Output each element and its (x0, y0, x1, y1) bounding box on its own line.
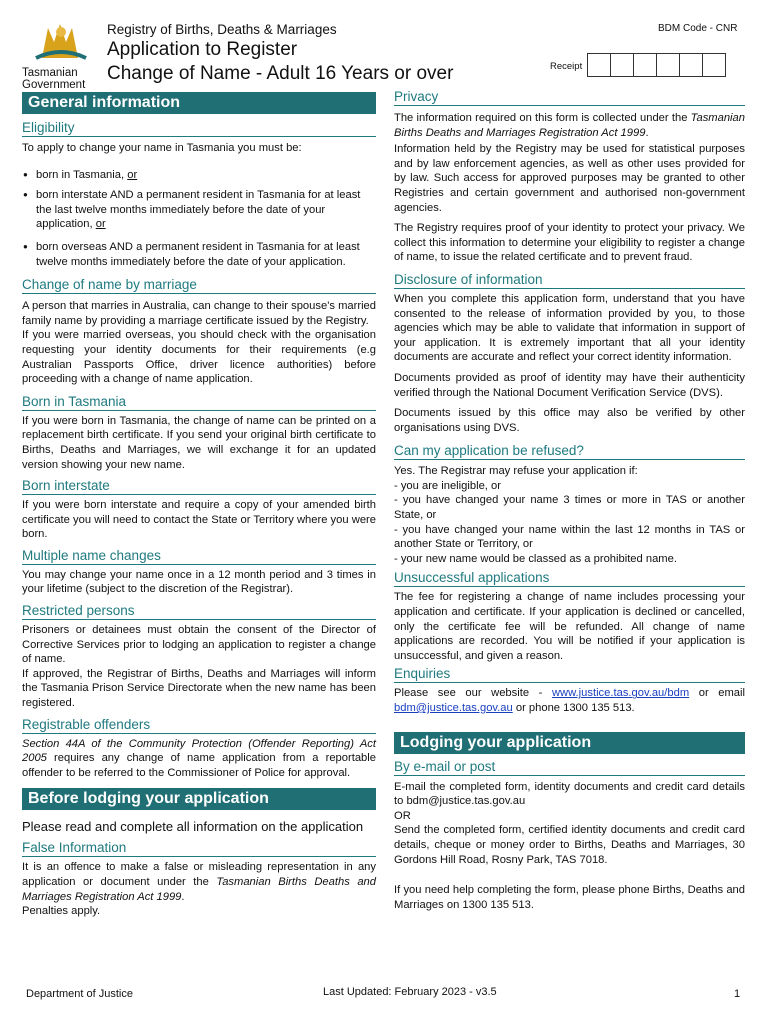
enquiries-p (394, 686, 745, 715)
false-info-end: . (181, 890, 185, 903)
eligibility-intro: To apply to change your name in Tasmania you must be: (22, 142, 302, 154)
list-item (22, 168, 376, 183)
multiple-p: You may change your name once in a 12 month period and 3 times in your lifetime (subject to the discretion of the Registrar). (22, 568, 376, 596)
or-separator: OR (394, 809, 411, 822)
section-general-information: General information (22, 92, 376, 114)
marriage-p2: If you were married overseas, you should check with the organisation requesting your identity documents for their requirements (e.g Australian Passports Office, driver licence authorities) before proceeding with a change of name application. (22, 329, 376, 386)
privacy-p1-end: . (645, 126, 649, 139)
footer-updated: Last Updated: February 2023 - v3.5 (323, 986, 497, 998)
heading-disclosure: Disclosure of information (394, 272, 745, 289)
heading-multiple-name-changes: Multiple name changes (22, 548, 376, 565)
heading-can-be-refused: Can my application be refused? (394, 443, 745, 460)
refused-item-4: - your new name would be classed as a prohibited name. (394, 552, 677, 565)
privacy-p3: The Registry requires proof of your identity to protect your privacy. We collect this information to determine your eligibility to register a change of name, to issue the related certificate and to prevent fraud. (394, 222, 745, 264)
list-item (22, 188, 376, 232)
born-tasmania-p: If you were born in Tasmania, the change of name can be printed on a replacement birth certificate. If you send your original birth certificate to Births, Deaths and Marriages, we will exchange it for an updated version showing your new name. (22, 414, 376, 471)
section-lodging: Lodging your application (394, 732, 745, 754)
refused-item-3: - you have changed your name within the last 12 months in TAS or another State or Territory, or (394, 523, 745, 551)
section-before-lodging: Before lodging your application (22, 788, 376, 810)
eligibility-item-2: born interstate AND a permanent resident in Tasmania for at least the last twelve months immediately before the date of your application, (36, 189, 361, 231)
heading-restricted-persons: Restricted persons (22, 603, 376, 620)
privacy-act: Tasmanian Births Deaths and Marriages Registration Act 1999 (394, 112, 745, 139)
false-info-p (22, 860, 376, 904)
page-number: 1 (734, 988, 741, 1000)
footer-dept: Department of Justice (26, 988, 133, 1000)
unsuccessful-p: The fee for registering a change of name includes processing your application and certificate. If your application is declined or cancelled, only the certificate fee will be refunded. All change of name applications are recorded. You will be notified if your application is unsuccessful, and given a reason. (394, 591, 745, 662)
email-post-p1: E-mail the completed form, identity documents and credit card details to bdm@justice.tas.gov.au (394, 780, 745, 808)
org-name (22, 67, 100, 91)
email-link[interactable]: bdm@justice.tas.gov.au (394, 702, 513, 714)
disclosure-p3: Documents issued by this office may also be verified by other organisations using DVS. (394, 407, 745, 434)
privacy-p1-text: The information required on this form is collected under the (394, 112, 691, 124)
heading-change-by-marriage: Change of name by marriage (22, 277, 376, 294)
before-lodging-p: Please read and complete all information on the application (22, 819, 364, 835)
heading-registrable-offenders: Registrable offenders (22, 717, 376, 734)
page-title: Application to Register (107, 39, 298, 60)
receipt-box[interactable] (679, 53, 703, 77)
website-link[interactable]: www.justice.tas.gov.au/bdm (551, 687, 690, 700)
help-p: If you need help completing the form, please phone Births, Deaths and Marriages on 1300 135 513. (394, 884, 745, 911)
receipt-box[interactable] (610, 53, 634, 77)
heading-enquiries: Enquiries (394, 666, 745, 683)
enquiries-phone: or phone 1300 135 513. (512, 702, 635, 714)
eligibility-item-3: born overseas AND a permanent resident in Tasmania for at least twelve months immediately before the date of your application. (36, 240, 360, 268)
penalties-p: Penalties apply. (22, 905, 101, 918)
born-interstate-p: If you were born interstate and require a copy of your amended birth certificate you will need to contact the State or Territory where you were born. (22, 499, 376, 541)
heading-born-tasmania: Born in Tasmania (22, 394, 376, 411)
list-item (22, 240, 376, 269)
enquiries-text: Please see our website - (394, 687, 552, 700)
registry-name: Registry of Births, Deaths & Marriages (107, 22, 337, 37)
bdm-code: BDM Code - CNR (658, 23, 738, 34)
refused-intro: Yes. The Registrar may refuse your application if: (394, 465, 638, 478)
or-text: or (95, 218, 106, 231)
email-post-p2: Send the completed form, certified identity documents and credit card details, cheque or money order to Births, Deaths and Marriages, 30 Gordons Hill Road, Rosny Park, TAS 7018. (394, 824, 745, 866)
receipt-boxes (588, 53, 726, 77)
heading-privacy: Privacy (394, 89, 745, 106)
eligibility-list (22, 168, 376, 270)
restricted-p1: Prisoners or detainees must obtain the consent of the Director of Corrective Services prior to lodging an application to register a change of name. (22, 624, 376, 666)
receipt-box[interactable] (587, 53, 611, 77)
false-info-act: Tasmanian Births Deaths and Marriages Registration Act 1999 (22, 876, 376, 903)
tasmania-crest-icon (22, 18, 100, 62)
receipt-box[interactable] (633, 53, 657, 77)
offenders-p (22, 737, 376, 781)
privacy-p1 (394, 111, 745, 140)
receipt-box[interactable] (702, 53, 726, 77)
heading-unsuccessful: Unsuccessful applications (394, 570, 745, 587)
right-column (394, 89, 745, 912)
or-text: or (127, 168, 138, 181)
receipt-label: Receipt (550, 61, 583, 72)
org-line-1: Tasmanian (22, 67, 78, 79)
restricted-p2: If approved, the Registrar of Births, Deaths and Marriages will inform the Tasmania Prison Service Directorate when the new name has been registered. (22, 667, 376, 710)
refused-item-2: - you have changed your name 3 times or more in TAS or another State, or (394, 494, 745, 522)
refused-item-1: - you are ineligible, or (394, 479, 501, 492)
disclosure-p1: When you complete this application form, understand that you have consented to the release of information provided by you, to those agencies which may be able to validate that information in support of your application. It is extremely important that all your identity documents are accurate and reflect your correct identity information. (394, 292, 745, 364)
eligibility-item-1: born in Tasmania, (36, 168, 128, 181)
enquiries-text-2: or email (689, 687, 745, 700)
marriage-p1: A person that marries in Australia, can change to their spouse's married family name by providing a marriage certificate issued by the Registry. (22, 300, 376, 327)
heading-eligibility: Eligibility (22, 120, 376, 137)
heading-false-information: False Information (22, 840, 376, 857)
left-column (22, 92, 376, 919)
org-line-2: Government (22, 79, 86, 91)
offenders-act: Section 44A of the Community Protection (Offender Reporting) Act 2005 (22, 737, 376, 765)
receipt-box[interactable] (656, 53, 680, 77)
logo (22, 18, 100, 91)
privacy-p2: Information held by the Registry may be used for statistical purposes and by law enforcement agencies, as well as other uses provided for by law. Such access for approved purposes may be granted to other Registries and certain government and authorised non-government agencies. (394, 143, 745, 214)
false-info-text: It is an offence to make a false or misleading representation in any application or document under the (22, 861, 376, 888)
heading-email-or-post: By e-mail or post (394, 759, 745, 776)
heading-born-interstate: Born interstate (22, 478, 376, 495)
offenders-text: requires any change of name application from a reportable offender to be referred to the Commissioner of Police for approval. (22, 752, 376, 779)
disclosure-p2: Documents provided as proof of identity may have their authenticity verified through the National Document Verification Service (DVS). (394, 371, 745, 399)
page-subtitle: Change of Name - Adult 16 Years or over (107, 63, 454, 84)
